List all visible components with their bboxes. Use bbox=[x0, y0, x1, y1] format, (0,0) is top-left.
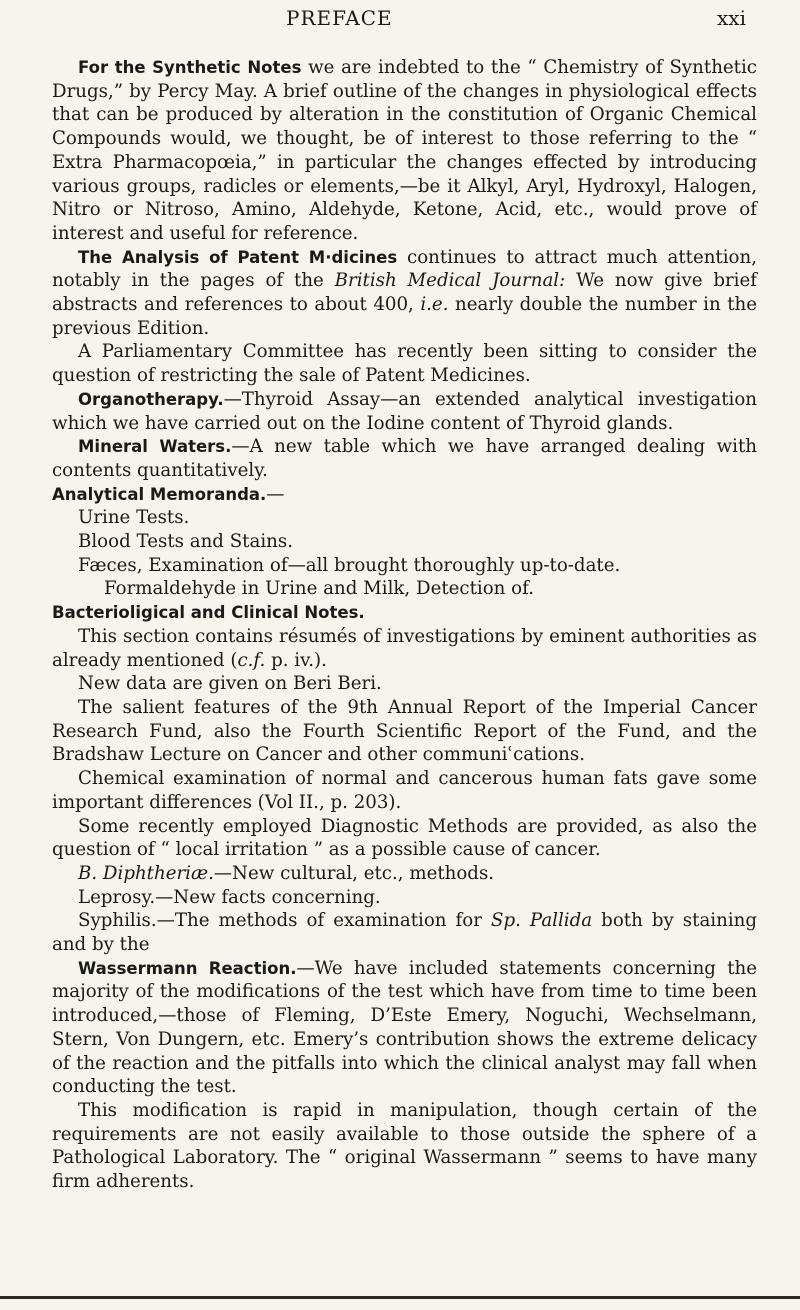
paragraph-mineral-waters bbox=[52, 435, 757, 482]
page-header bbox=[0, 6, 800, 36]
paragraph-modification: This modification is rapid in manipulation, though certain of the requirements are not easily available to those outside the sphere of a Pathological Laboratory. The “ original Wassermann ” seems to have many firm adherents. bbox=[52, 1099, 757, 1193]
paragraph-syphilis bbox=[52, 909, 757, 956]
paragraph-text: —New cultural, etc., methods. bbox=[213, 862, 495, 884]
paragraph-lead: Bacterioligical and Clinical Notes. bbox=[52, 603, 365, 623]
paragraph-lead: Wassermann Reaction. bbox=[78, 958, 297, 978]
paragraph-diphtheriae bbox=[52, 862, 757, 886]
journal-title: British Medical Journal: bbox=[334, 270, 566, 292]
paragraph-text: This section contains résumés of investigations by eminent authorities as already mentioned ( bbox=[52, 625, 757, 671]
page-number: xxi bbox=[717, 6, 746, 30]
paragraph-synthetic-notes bbox=[52, 56, 757, 246]
paragraph-lead: For the Synthetic Notes bbox=[78, 58, 302, 77]
paragraph-wassermann bbox=[52, 957, 757, 1099]
paragraph-diagnostic-methods: Some recently employed Diagnostic Methods are provided, as also the question of “ local irritation ” as a possible cause of cancer. bbox=[52, 815, 757, 861]
list-item-blood-tests: Blood Tests and Stains. bbox=[78, 531, 293, 553]
paragraph-lead: Analytical Memoranda. bbox=[52, 484, 267, 504]
paragraph-parliamentary-committee: A Parliamentary Committee has recently been sitting to consider the question of restricting the sale of Patent Medicines. bbox=[52, 341, 757, 387]
running-title: PREFACE bbox=[286, 6, 393, 30]
paragraph-text: both by staining and by the bbox=[52, 910, 757, 956]
bottom-rule bbox=[0, 1296, 800, 1299]
paragraph-text: —A new table which we have arranged dealing with contents quantitatively. bbox=[52, 436, 757, 481]
paragraph-cancer-research: The salient features of the 9th Annual Report of the Imperial Cancer Research Fund, also the Fourth Scientific Report of the Fund, and the Bradshaw Lecture on Cancer and other communiʿcations. bbox=[52, 696, 757, 766]
paragraph-text: continues to attract much attention, notably in the pages of the bbox=[52, 246, 758, 292]
paragraph-leprosy: Leprosy.—New facts concerning. bbox=[78, 886, 381, 908]
paragraph-lead: The Analysis of Patent M·dicines bbox=[78, 247, 398, 267]
paragraph-resumes bbox=[52, 625, 757, 672]
paragraph-text: We now give brief abstracts and references to about 400, bbox=[52, 270, 757, 316]
list-item-formaldehyde: Formaldehyde in Urine and Milk, Detection of. bbox=[104, 578, 534, 600]
paragraph-beri-beri: New data are given on Beri Beri. bbox=[78, 673, 382, 695]
paragraph-analytical-memoranda bbox=[52, 483, 757, 507]
paragraph-bacteriological-notes bbox=[52, 601, 757, 625]
abbreviation: i.e. bbox=[420, 294, 449, 316]
paragraph-text: —Thyroid Assay—an extended analytical investigation which we have carried out on the Iodine content of Thyroid glands. bbox=[52, 388, 757, 434]
paragraph-text: — bbox=[266, 483, 285, 505]
paragraph-text: Syphilis.—The methods of examination for bbox=[78, 910, 491, 932]
paragraph-text: nearly double the number in the previous Edition. bbox=[52, 294, 758, 339]
paragraph-lead: B. Diphtheriæ. bbox=[78, 862, 214, 884]
paragraph-lead: Mineral Waters. bbox=[78, 437, 232, 457]
paragraph-patent-medicines bbox=[52, 246, 757, 341]
paragraph-text: p. iv.). bbox=[265, 649, 327, 671]
paragraph-lead: Organotherapy. bbox=[78, 389, 224, 409]
paragraph-text: we are indebted to the “ Chemistry of Synthetic Drugs,” by Percy May. A brief outline of the changes in physiological effects that can be produced by alteration in the constitution of Organic Chemical Compounds would, we thought, be of interest to those referring to the “ Extra Pharmacopœia,” in particular the changes effected by introducing various groups, radicles or elements,—be it Alkyl, Aryl, Hydroxyl, Halogen, Nitro or Nitroso, Amino, Aldehyde, Ketone, Acid, etc., would prove of interest and useful for reference. bbox=[52, 57, 757, 244]
paragraph-text: —We have included statements concerning the majority of the modifications of the test which have from time to time been introduced,—those of Fleming, D’Este Emery, Noguchi, Wechselmann, Stern, Von Dungern, etc. Emery’s contribution shows the extreme delicacy of the reaction and the pitfalls into which the clinical analyst may fall when conducting the test. bbox=[52, 957, 757, 1098]
abbreviation: c.f. bbox=[237, 649, 266, 671]
list-item-urine-tests: Urine Tests. bbox=[78, 507, 190, 529]
species-name: Sp. Pallida bbox=[490, 910, 593, 932]
paragraph-human-fats: Chemical examination of normal and cancerous human fats gave some important differences (Vol II., p. 203). bbox=[52, 768, 757, 813]
paragraph-organotherapy bbox=[52, 388, 757, 435]
body-text bbox=[52, 56, 757, 1194]
list-item-faeces: Fæces, Examination of—all brought thoroughly up-to-date. bbox=[78, 554, 621, 576]
